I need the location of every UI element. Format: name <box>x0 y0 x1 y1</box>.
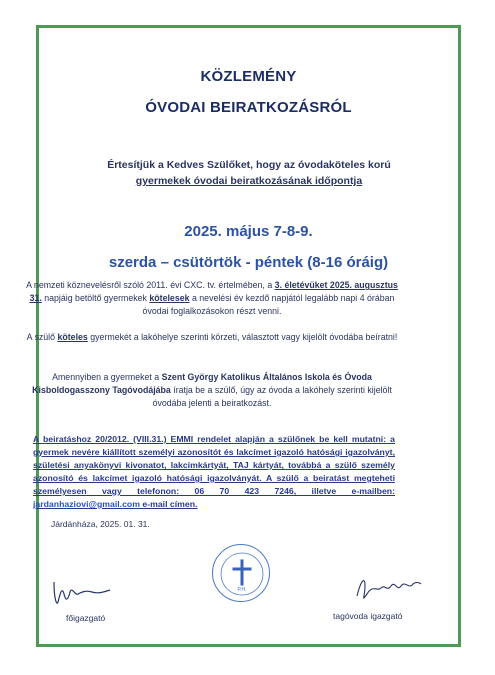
place-date: Járdánháza, 2025. 01. 31. <box>51 519 150 529</box>
paragraph-law <box>26 279 398 318</box>
svg-text:P.H.: P.H. <box>237 587 247 593</box>
right-signer-title: tagóvoda igazgató <box>333 611 403 621</box>
official-stamp <box>212 544 270 602</box>
paragraph-school <box>26 371 398 410</box>
left-signer-title: főigazgató <box>66 613 106 623</box>
paragraph-duty <box>26 331 398 344</box>
signature-right-drawing <box>353 570 423 608</box>
stamp-graphic <box>213 545 271 603</box>
intro-line-2: gyermekek óvodai beiratkozásának időpontja <box>135 175 363 187</box>
p1-obligation: kötelesek <box>149 293 190 303</box>
p2-text-c: gyermekét a lakóhelye szerinti körzeti, választott vagy kijelölt óvodába beíratni! <box>87 332 398 342</box>
p1-text-a: A nemzeti köznevelésről szóló 2011. évi CXC. tv. értelmében, a <box>26 280 275 290</box>
left-signature <box>52 572 112 617</box>
p1-age-deadline: 3. életévüket 2025. augusztus 31. <box>29 280 398 303</box>
enrollment-date: 2025. május 7-8-9. <box>184 223 313 240</box>
p2-text-a: A szülő <box>26 332 58 342</box>
right-signature <box>353 570 423 613</box>
p3-text-a: Amennyiben a gyermeket a <box>52 372 162 382</box>
p2-obligation: köteles <box>57 332 88 342</box>
notice-title: KÖZLEMÉNY <box>200 68 297 85</box>
requirements-tail: e-mail címen. <box>139 499 198 509</box>
p3-school-name: Szent György Katolikus Általános Iskola és Óvoda Kisboldogasszony Tagóvodájába <box>32 372 372 395</box>
requirements-paragraph <box>33 433 395 511</box>
signature-left-drawing <box>52 572 112 612</box>
p3-text-c: íratja be a szülő, úgy az óvoda a lakóhely szerinti kijelölt óvodába jelenti a beiratkozást. <box>152 385 392 408</box>
email-link[interactable]: jardanhaziovi@gmail.com <box>33 499 140 509</box>
notice-subtitle: ÓVODAI BEIRATKOZÁSRÓL <box>145 99 352 116</box>
p1-text-c: napjáig betöltő gyermekek <box>41 293 150 303</box>
enrollment-days: szerda – csütörtök - péntek (8-16 óráig) <box>108 254 389 271</box>
intro-line-1: Értesítjük a Kedves Szülőket, hogy az óvodaköteles korú <box>107 159 391 171</box>
p1-text-e: a nevelési év kezdő napjától legalább napi 4 órában óvodai foglalkozásokon részt venni. <box>142 293 395 316</box>
requirements-text: A beiratáshoz 20/2012. (VIII.31.) EMMI rendelet alapján a szülőnek be kell mutatni: a gyermek nevére kiállított személyi azonosítót és lakcímet igazoló hatósági igazolványt, születési anyakönyvi kivonatot, lakcímkártyát, TAJ kártyát, továbbá a szülő személy azonosító és lakcímet igazoló hatósági igazolványát. A szülő a beiratást megteheti személyesen vagy telefonon: 06 70 423 7246, illetve e-mailben: <box>33 434 395 496</box>
